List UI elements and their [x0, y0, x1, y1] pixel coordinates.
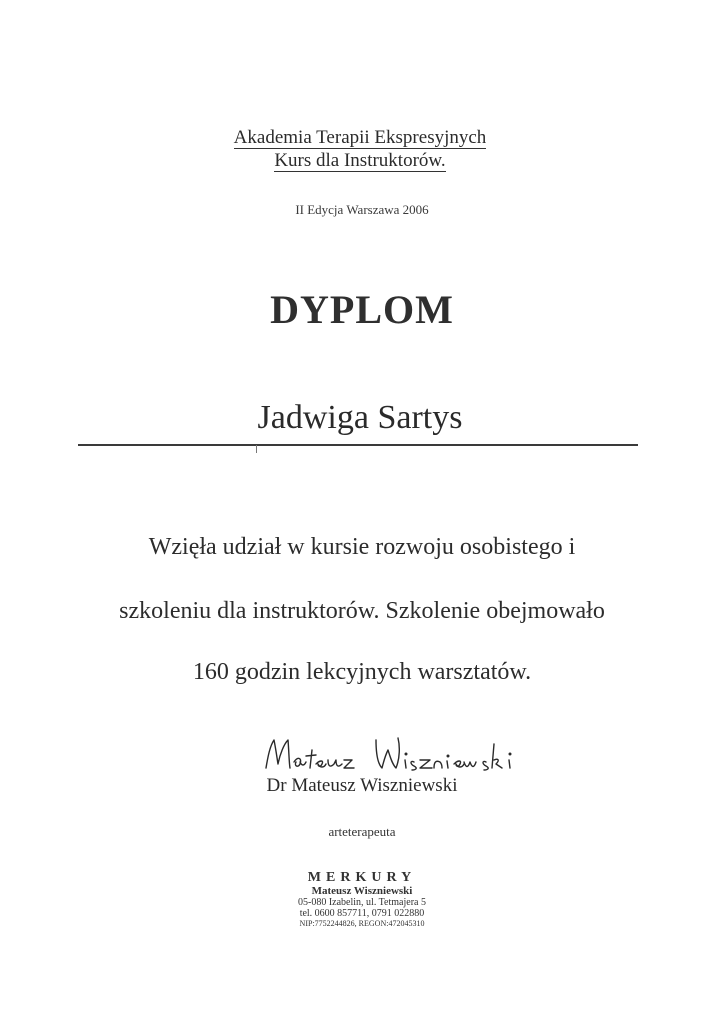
recipient-name: Jadwiga Sartys: [257, 399, 463, 436]
academy-name: [0, 127, 720, 149]
body-line-1: Wzięła udział w kursie rozwoju osobistego i: [148, 534, 576, 560]
course-name-text: Kurs dla Instruktorów.: [274, 150, 446, 171]
edition-label: II Edycja Warszawa 2006: [295, 202, 429, 217]
underline-tick: [256, 445, 257, 453]
course-name: [0, 150, 720, 172]
academy-name-text: Akademia Terapii Ekspresyjnych: [233, 127, 487, 148]
body-line-3: 160 godzin lekcyjnych warsztatów.: [192, 659, 532, 685]
signer-title: arteterapeuta: [328, 824, 396, 839]
signer-name: Dr Mateusz Wiszniewski: [266, 775, 458, 796]
stamp-address: 05-080 Izabelin, ul. Tetmajera 5: [298, 897, 426, 908]
stamp-company-name: MERKURY: [307, 870, 417, 885]
company-stamp: [262, 870, 462, 929]
stamp-tax-ids: NIP:7752244826, REGON:472045310: [299, 919, 425, 928]
name-underline: [78, 444, 638, 446]
diploma-title: DYPLOM: [270, 287, 454, 332]
body-line-2: szkoleniu dla instruktorów. Szkolenie obejmowało: [119, 598, 605, 624]
stamp-owner: Mateusz Wiszniewski: [311, 885, 413, 897]
stamp-phone: tel. 0600 857711, 0791 022880: [299, 908, 425, 919]
